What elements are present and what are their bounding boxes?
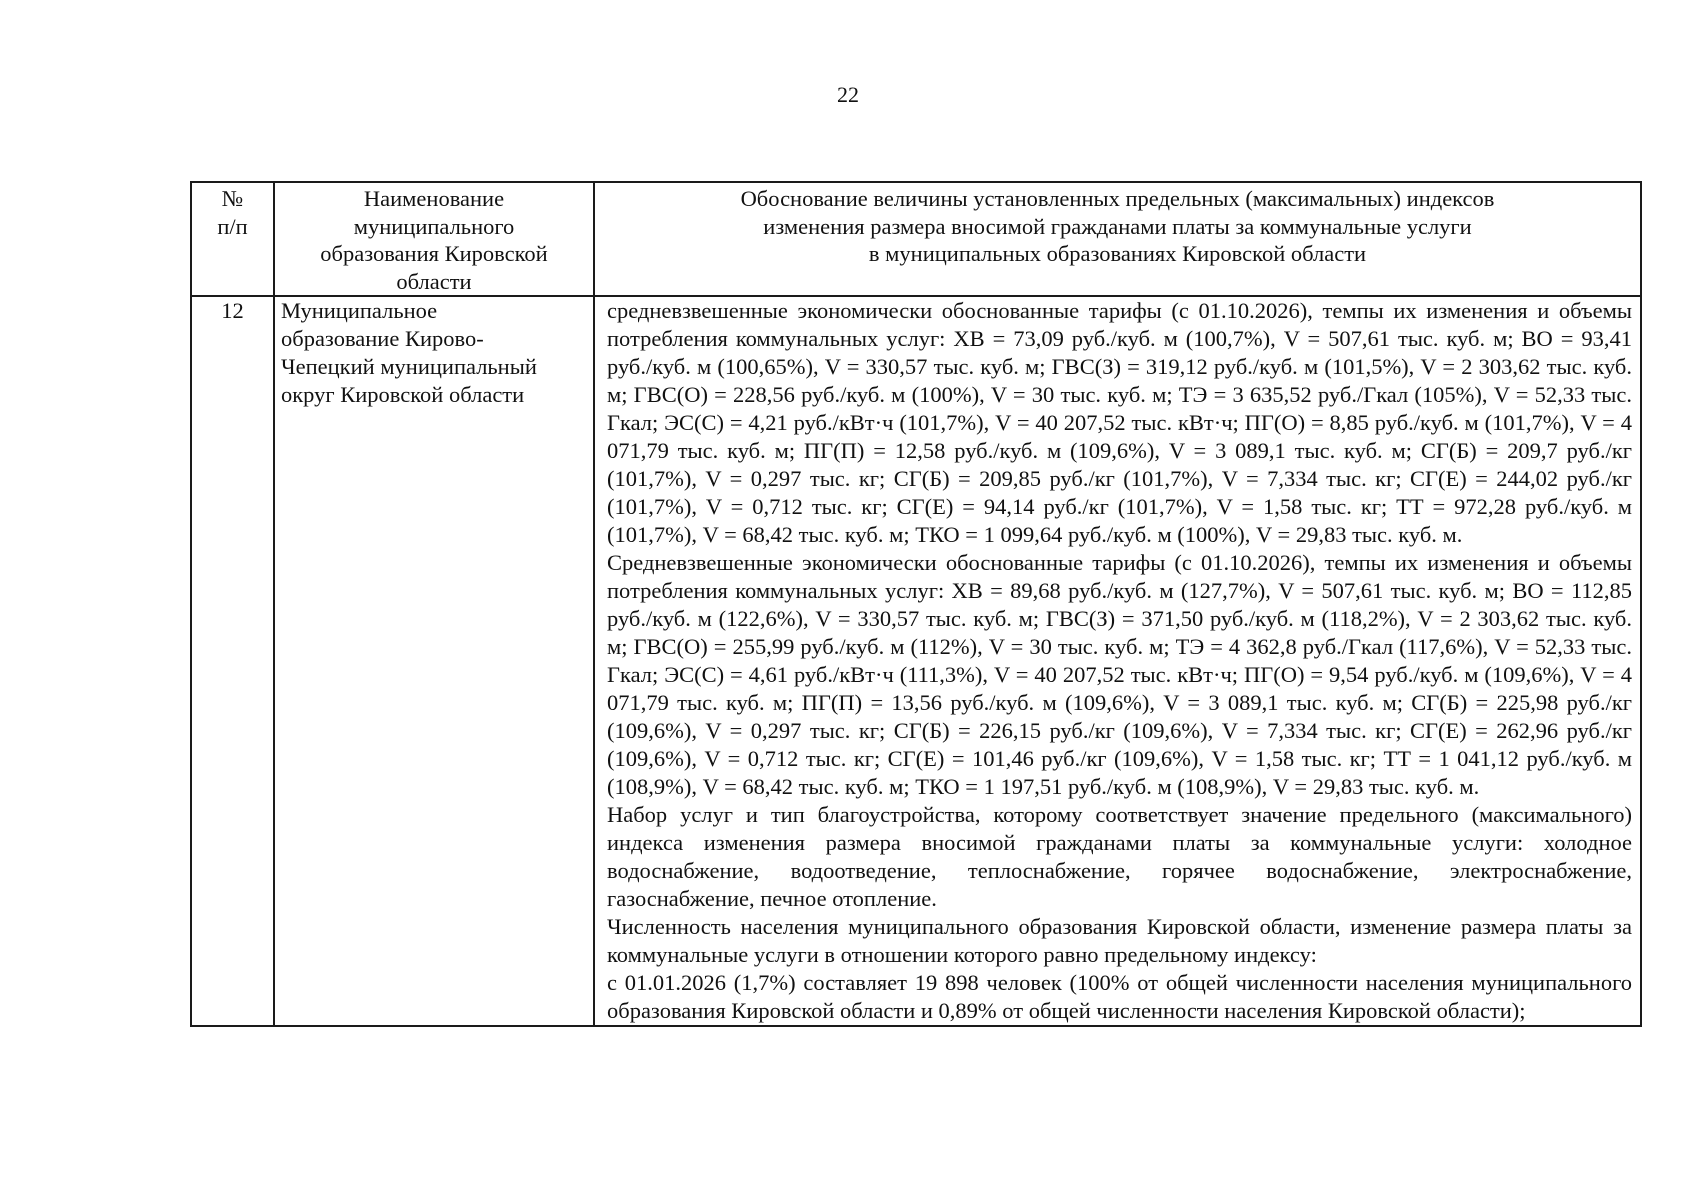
municipality-name xyxy=(274,296,594,1026)
header-number-symbol: № xyxy=(221,186,244,211)
table-row xyxy=(191,296,1641,1026)
table-header-row xyxy=(191,182,1641,296)
header-municipality-name xyxy=(274,182,594,296)
municipality-name-line: Муниципальное xyxy=(281,298,438,323)
header-index-basis xyxy=(594,182,1641,296)
population-count-paragraph: с 01.01.2026 (1,7%) составляет 19 898 человек (100% от общей численности населения муниципального образования Кировской области и 0,89% от общей численности населения Кировской области); xyxy=(607,970,1632,1023)
header-number-abbrev: п/п xyxy=(217,213,248,239)
municipality-name-line: округ Кировской области xyxy=(281,382,525,407)
municipality-name-line: Чепецкий муниципальный xyxy=(281,354,537,379)
header-basis-line: изменения размера вносимой гражданами платы за коммунальные услуги xyxy=(763,213,1472,239)
page-number: 22 xyxy=(837,82,859,107)
tariff-index-table xyxy=(190,181,1642,1027)
economic-tariffs-paragraph: средневзвешенные экономически обоснованные тарифы (с 01.10.2026), темпы их изменения и объемы потребления коммунальных услуг: ХВ = 73,09 руб./куб. м (100,7%), V = 507,61 тыс. куб. м; ВО = 93,41 руб./куб. м (100,65%), V = 330,57 тыс. куб. м; ГВС(З) = 319,12 руб./куб. м (101,5%), V = 2 303,62 тыс. куб. м; ГВС(О) = 228,56 руб./куб. м (100%), V = 30 тыс. куб. м; ТЭ = 3 635,52 руб./Гкал (105%), V = 52,33 тыс. Гкал; ЭС(С) = 4,21 руб./кВт·ч (101,7%), V = 40 207,52 тыс. кВт·ч; ПГ(О) = 8,85 руб./куб. м (101,7%), V = 4 071,79 тыс. куб. м; ПГ(П) = 12,58 руб./куб. м (109,6%), V = 3 089,1 тыс. куб. м; СГ(Б) = 209,7 руб./кг (101,7%), V = 0,297 тыс. кг; СГ(Б) = 209,85 руб./кг (101,7%), V = 7,334 тыс. кг; СГ(Е) = 244,02 руб./кг (101,7%), V = 0,712 тыс. кг; СГ(Е) = 94,14 руб./кг (101,7%), V = 1,58 тыс. кг; ТТ = 972,28 руб./куб. м (101,7%), V = 68,42 тыс. куб. м; ТКО = 1 099,64 руб./куб. м (100%), V = 29,83 тыс. куб. м. xyxy=(607,298,1632,547)
header-basis-line: в муниципальных образованиях Кировской области xyxy=(868,241,1367,266)
header-name-line: Наименование xyxy=(363,186,505,211)
header-name-line: муниципального xyxy=(353,213,515,239)
municipality-name-line: образование Кирово- xyxy=(281,326,484,351)
header-name-line: области xyxy=(396,268,472,294)
population-paragraph: Численность населения муниципального образования Кировской области, изменение размера платы за коммунальные услуги в отношении которого равно предельному индексу: xyxy=(607,914,1632,967)
row-number: 12 xyxy=(191,296,274,1026)
weighted-tariffs-paragraph: Средневзвешенные экономически обоснованные тарифы (с 01.10.2026), темпы их изменения и объемы потребления коммунальных услуг: ХВ = 89,68 руб./куб. м (127,7%), V = 507,61 тыс. куб. м; ВО = 112,85 руб./куб. м (122,6%), V = 330,57 тыс. куб. м; ГВС(З) = 371,50 руб./куб. м (118,2%), V = 2 303,62 тыс. куб. м; ГВС(О) = 255,99 руб./куб. м (112%), V = 30 тыс. куб. м; ТЭ = 4 362,8 руб./Гкал (117,6%), V = 52,33 тыс. Гкал; ЭС(С) = 4,61 руб./кВт·ч (111,3%), V = 40 207,52 тыс. кВт·ч; ПГ(О) = 9,54 руб./куб. м (109,6%), V = 4 071,79 тыс. куб. м; ПГ(П) = 13,56 руб./куб. м (109,6%), V = 3 089,1 тыс. куб. м; СГ(Б) = 225,98 руб./кг (109,6%), V = 0,297 тыс. кг; СГ(Б) = 226,15 руб./кг (109,6%), V = 7,334 тыс. кг; СГ(Е) = 262,96 руб./кг (109,6%), V = 0,712 тыс. кг; СГ(Е) = 101,46 руб./кг (109,6%), V = 1,58 тыс. кг; ТТ = 1 041,12 руб./куб. м (108,9%), V = 68,42 тыс. куб. м; ТКО = 1 197,51 руб./куб. м (108,9%), V = 29,83 тыс. куб. м. xyxy=(607,550,1632,799)
header-basis-line: Обоснование величины установленных предельных (максимальных) индексов xyxy=(740,186,1495,211)
index-basis-text xyxy=(594,296,1641,1026)
header-number xyxy=(191,182,274,296)
header-name-line: образования Кировской xyxy=(320,241,548,266)
services-set-paragraph: Набор услуг и тип благоустройства, которому соответствует значение предельного (максимального) индекса изменения размера вносимой гражданами платы за коммунальные услуги: холодное водоснабжение, водоотведение, теплоснабжение, горячее водоснабжение, электроснабжение, газоснабжение, печное отопление. xyxy=(607,802,1632,911)
